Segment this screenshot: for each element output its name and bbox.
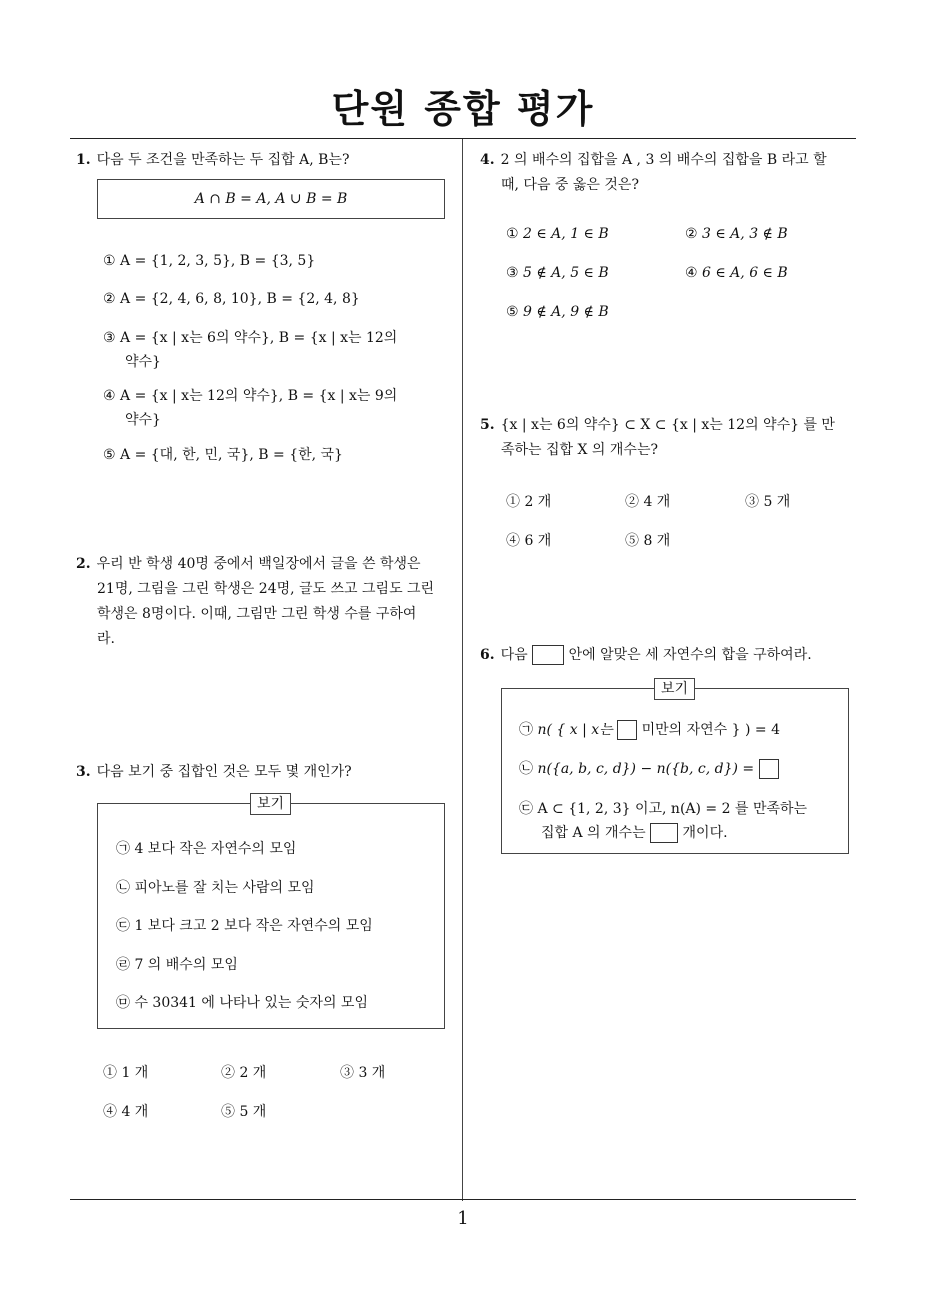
q4-option-3[interactable]: [506, 265, 609, 281]
q5-option-5[interactable]: [625, 530, 670, 550]
option-mark: ②: [221, 1065, 235, 1081]
question-line: 족하는 집합 X 의 개수는?: [501, 442, 658, 458]
option-mark: ③: [103, 330, 116, 346]
option-text: 2 개: [524, 494, 552, 510]
option-mark: ⑤: [625, 533, 639, 549]
q5-option-4[interactable]: [506, 530, 551, 550]
question-line: 라.: [97, 631, 115, 647]
option-text: A = {대, 한, 민, 국}, B = {한, 국}: [120, 447, 343, 463]
page-number: 1: [457, 1208, 469, 1229]
option-text: 3 ∈ A, 3 ∉ B: [702, 226, 788, 242]
q3-option-1[interactable]: [103, 1062, 148, 1082]
q4-option-5[interactable]: [506, 304, 609, 320]
option-text: 5 ∉ A, 5 ∈ B: [523, 265, 609, 281]
q3-item-4: [116, 954, 238, 974]
option-text: A = {2, 4, 6, 8, 10}, B = {2, 4, 8}: [120, 291, 360, 307]
option-mark: ②: [625, 494, 639, 510]
column-divider: [462, 139, 463, 1201]
question-4: [480, 148, 865, 198]
item-text: 4 보다 작은 자연수의 모임: [134, 841, 297, 857]
q3-item-1: [116, 838, 296, 858]
q3-option-5[interactable]: [221, 1101, 266, 1121]
answer-blank: [759, 759, 779, 779]
option-mark: ④: [685, 265, 698, 281]
q1-option-5[interactable]: [103, 444, 343, 464]
q3-item-3: [116, 915, 373, 935]
top-rule: [70, 138, 856, 139]
item-mark: ㉡: [116, 880, 130, 896]
option-text: 3 개: [358, 1065, 386, 1081]
bottom-rule: [70, 1199, 856, 1200]
question-number: 1.: [76, 152, 91, 168]
condition-box: [97, 179, 445, 219]
option-text: 4 개: [643, 494, 671, 510]
q3-item-5: [116, 992, 368, 1012]
option-mark: ④: [506, 533, 520, 549]
option-mark: ⑤: [221, 1104, 235, 1120]
q5-option-3[interactable]: [745, 491, 790, 511]
q1-option-3[interactable]: [103, 326, 453, 374]
item-text: n( { x | x는: [537, 722, 613, 738]
q1-option-2[interactable]: [103, 291, 360, 307]
option-mark: ③: [340, 1065, 354, 1081]
item-mark: ㉣: [116, 957, 130, 973]
q3-item-2: [116, 877, 315, 897]
question-line: 때, 다음 중 옳은 것은?: [501, 177, 639, 193]
question-line: 우리 반 학생 40명 중에서 백일장에서 글을 쓴 학생은: [96, 556, 421, 572]
item-text: n({a, b, c, d}) − n({b, c, d}) =: [537, 761, 755, 777]
option-mark: ①: [506, 494, 520, 510]
item-text: A ⊂ {1, 2, 3} 이고, n(A) = 2 를 만족하는: [537, 801, 808, 817]
example-box-label: 보기: [654, 678, 695, 700]
question-line: 21명, 그림을 그린 학생은 24명, 글도 쓰고 그림도 그린: [97, 581, 435, 597]
item-mark: ㉠: [519, 722, 533, 738]
option-text: A = {x | x는 6의 약수}, B = {x | x는 12의: [120, 330, 398, 346]
option-text: A = {x | x는 12의 약수}, B = {x | x는 9의: [120, 388, 398, 404]
q1-option-1[interactable]: [103, 253, 315, 269]
answer-blank: [532, 645, 564, 665]
q1-option-4[interactable]: [103, 384, 453, 432]
question-text: 다음 보기 중 집합인 것은 모두 몇 개인가?: [96, 764, 352, 780]
option-text: 6 ∈ A, 6 ∈ B: [702, 265, 788, 281]
question-1: [76, 148, 456, 173]
question-line: 2 의 배수의 집합을 A , 3 의 배수의 집합을 B 라고 할: [500, 152, 827, 168]
q5-option-1[interactable]: [506, 491, 551, 511]
option-mark: ③: [745, 494, 759, 510]
option-text: 8 개: [643, 533, 671, 549]
option-mark: ①: [103, 253, 116, 269]
q3-option-3[interactable]: [340, 1062, 385, 1082]
option-mark: ④: [103, 1104, 117, 1120]
question-text: 다음 두 조건을 만족하는 두 집합 A, B는?: [96, 152, 350, 168]
question-line: {x | x는 6의 약수} ⊂ X ⊂ {x | x는 12의 약수} 를 만: [500, 417, 835, 433]
option-text: 2 ∈ A, 1 ∈ B: [523, 226, 609, 242]
option-text: 2 개: [239, 1065, 267, 1081]
q4-option-2[interactable]: [685, 226, 788, 242]
item-text: 수 30341 에 나타나 있는 숫자의 모임: [134, 995, 368, 1011]
item-mark: ㉢: [519, 801, 533, 817]
item-text: 개이다.: [682, 825, 728, 841]
q6-item-1: [519, 719, 780, 740]
q6-item-3: [519, 797, 839, 845]
question-5: [480, 413, 865, 463]
question-3: [76, 760, 456, 785]
item-text: 피아노를 잘 치는 사람의 모임: [134, 880, 315, 896]
q4-option-1[interactable]: [506, 226, 609, 242]
question-number: 4.: [480, 152, 495, 168]
page-title: 단원 종합 평가: [331, 87, 595, 131]
option-text: 4 개: [121, 1104, 149, 1120]
option-mark: ①: [103, 1065, 117, 1081]
question-6: [480, 643, 865, 668]
option-mark: ⑤: [506, 304, 519, 320]
question-2: [76, 552, 460, 652]
q4-option-4[interactable]: [685, 265, 788, 281]
option-mark: ②: [103, 291, 116, 307]
q3-option-2[interactable]: [221, 1062, 266, 1082]
item-text: 7 의 배수의 모임: [134, 957, 238, 973]
item-text: 미만의 자연수 } ) = 4: [641, 722, 780, 738]
option-text-cont: 약수}: [125, 354, 161, 370]
q5-option-2[interactable]: [625, 491, 670, 511]
item-mark: ㉡: [519, 761, 533, 777]
q6-item-2: [519, 758, 779, 779]
question-number: 5.: [480, 417, 495, 433]
option-text: 6 개: [524, 533, 552, 549]
question-text: 안에 알맞은 세 자연수의 합을 구하여라.: [568, 647, 812, 663]
answer-blank: [617, 720, 637, 740]
option-mark: ③: [506, 265, 519, 281]
q3-option-4[interactable]: [103, 1101, 148, 1121]
question-text: 다음: [500, 647, 528, 663]
item-mark: ㉢: [116, 918, 130, 934]
question-number: 2.: [76, 556, 91, 572]
question-number: 6.: [480, 647, 495, 663]
option-text: 5 개: [239, 1104, 267, 1120]
answer-blank: [650, 823, 678, 843]
item-text: 집합 A 의 개수는: [541, 825, 646, 841]
option-text: 9 ∉ A, 9 ∉ B: [523, 304, 609, 320]
question-number: 3.: [76, 764, 91, 780]
option-mark: ④: [103, 388, 116, 404]
option-text: A = {1, 2, 3, 5}, B = {3, 5}: [120, 253, 316, 269]
example-box-label: 보기: [250, 793, 291, 815]
item-text: 1 보다 크고 2 보다 작은 자연수의 모임: [134, 918, 373, 934]
option-text-cont: 약수}: [125, 412, 161, 428]
option-mark: ①: [506, 226, 519, 242]
condition-text: A ∩ B = A, A ∪ B = B: [194, 191, 348, 207]
option-text: 5 개: [763, 494, 791, 510]
option-text: 1 개: [121, 1065, 149, 1081]
question-line: 학생은 8명이다. 이때, 그림만 그린 학생 수를 구하여: [97, 606, 417, 622]
item-mark: ㉠: [116, 841, 130, 857]
item-mark: ㉤: [116, 995, 130, 1011]
option-mark: ⑤: [103, 447, 116, 463]
option-mark: ②: [685, 226, 698, 242]
